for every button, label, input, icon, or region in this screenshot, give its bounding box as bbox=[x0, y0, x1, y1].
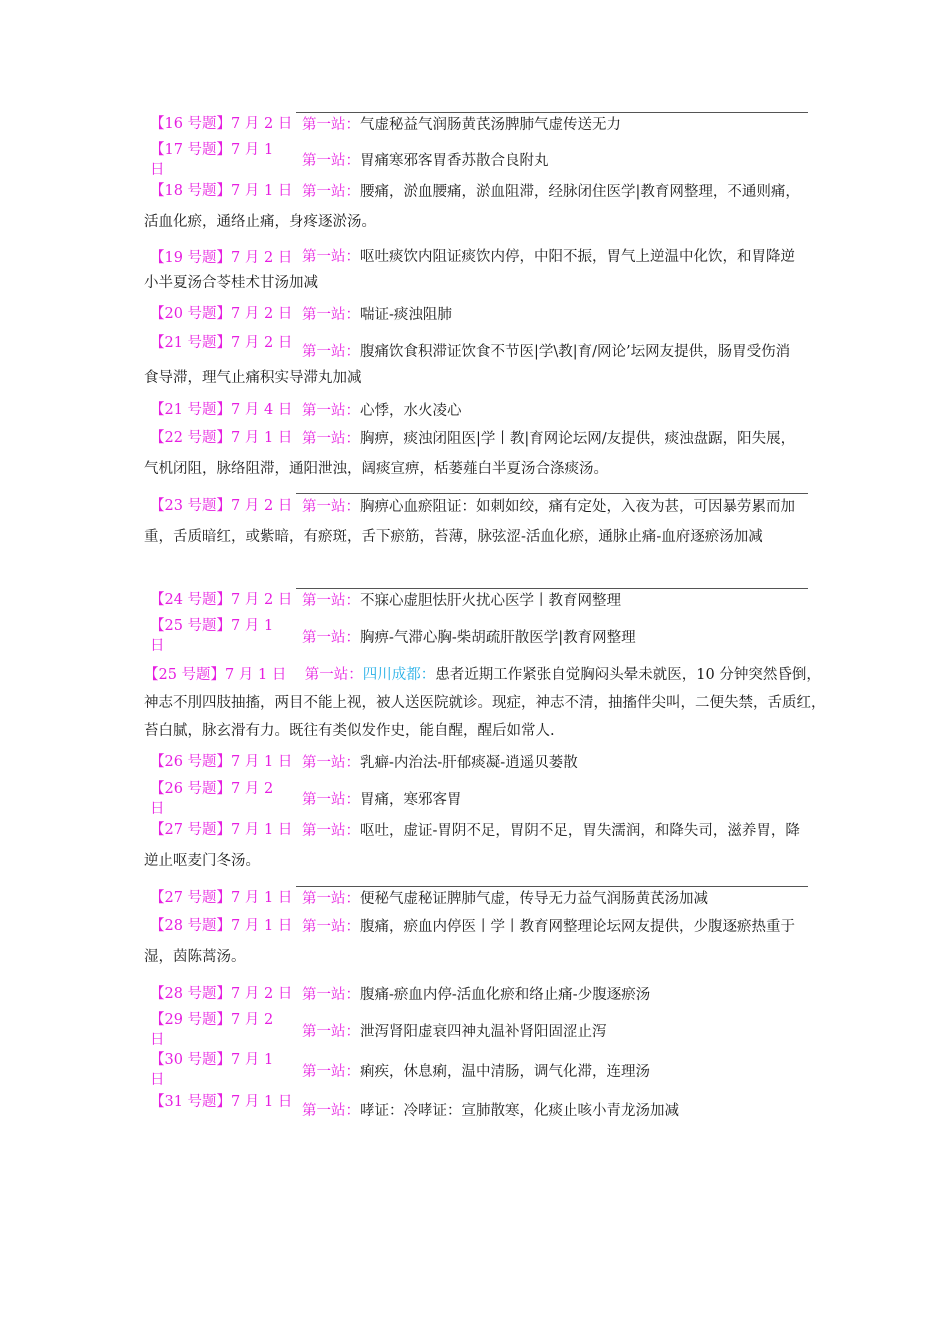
entry-label: 【29 号题】7 月 2 日 bbox=[150, 1012, 274, 1048]
entry-label: 【26 号题】7 月 2 日 bbox=[150, 781, 274, 817]
entry-text: 喘证-痰浊阻肺 bbox=[360, 307, 452, 323]
entry-text: 腰痛，淤血腰痛，淤血阻滞，经脉闭住医学|教育网整理，不通则痛，活血化瘀，通络止痛，身疼逐淤汤。 bbox=[144, 184, 800, 230]
station-label: 第一站： bbox=[302, 431, 360, 447]
entry-text: 便秘气虚秘证脾肺气虚，传导无力益气润肠黄芪汤加减 bbox=[360, 891, 708, 907]
entry-text: 腹痛饮食积滞证饮食不节医|学\教|育/网论’坛网友提供，肠胃受伤消食导滞，理气止痛积实导滞丸加减 bbox=[144, 344, 791, 386]
entry bbox=[144, 329, 804, 391]
entry bbox=[144, 492, 804, 552]
entry-text: 泄泻肾阳虚衰四神丸温补肾阳固涩止泻 bbox=[360, 1024, 607, 1040]
station-label: 第一站： bbox=[302, 117, 360, 133]
entry-text: 胸痹，痰浊闭阻医|学丨教|育网论坛网/友提供，痰浊盘踞，阳失展，气机闭阻，脉络阻滞，通阳泄浊，阔痰宣痹，栝蒌薤白半夏汤合涤痰汤。 bbox=[144, 431, 796, 477]
entry bbox=[144, 424, 804, 484]
entry bbox=[144, 748, 804, 778]
station-label: 第一站： bbox=[302, 153, 360, 169]
entry-label: 【17 号题】7 月 1 日 bbox=[150, 142, 274, 178]
station-label: 第一站： bbox=[302, 891, 360, 907]
entry bbox=[144, 140, 804, 176]
station-label: 第一站： bbox=[302, 344, 360, 360]
entry bbox=[144, 1088, 804, 1126]
entry-text: 腹痛-瘀血内停-活血化瘀和络止痛-少腹逐瘀汤 bbox=[360, 987, 651, 1003]
station-label: 第一站： bbox=[302, 755, 360, 771]
station-label: 第一站： bbox=[302, 987, 360, 1003]
entry-text: 腹痛，瘀血内停医丨学丨教育网整理论坛网友提供，少腹逐瘀热重于湿，茵陈蒿汤。 bbox=[144, 919, 795, 965]
entry-text: 痢疾，休息痢，温中清肠，调气化滞，连理汤 bbox=[360, 1064, 650, 1080]
entry-label: 【16 号题】7 月 2 日 bbox=[150, 116, 292, 132]
entry-label: 【21 号题】7 月 2 日 bbox=[150, 335, 292, 351]
entry-label: 【31 号题】7 月 1 日 bbox=[150, 1094, 292, 1110]
entry bbox=[144, 616, 804, 653]
station-label: 第一站： bbox=[302, 307, 360, 323]
station-label: 第一站： bbox=[302, 919, 360, 935]
entry bbox=[144, 980, 804, 1010]
entry-label: 【24 号题】7 月 2 日 bbox=[150, 592, 292, 608]
entry bbox=[144, 396, 804, 426]
entry-label: 【18 号题】7 月 1 日 bbox=[150, 183, 292, 199]
station-label: 第一站： bbox=[302, 1024, 360, 1040]
entry-label: 【28 号题】7 月 2 日 bbox=[150, 986, 292, 1002]
entry-text: 呕吐痰饮内阻证痰饮内停，中阳不振，胃气上逆温中化饮，和胃降逆小半夏汤合苓桂术甘汤加减 bbox=[144, 249, 795, 291]
station-label: 第一站： bbox=[302, 249, 360, 265]
entry-label: 【22 号题】7 月 1 日 bbox=[150, 430, 292, 446]
entry bbox=[144, 244, 804, 296]
entry-text: 胸痹-气滞心胸-柴胡疏肝散医学|教育网整理 bbox=[360, 630, 636, 646]
entry-text: 乳癖-内治法-肝郁痰凝-逍遥贝蒌散 bbox=[360, 755, 578, 771]
entry-text: 不寐心虚胆怯肝火扰心医学丨教育网整理 bbox=[360, 593, 621, 609]
station-label: 第一站： bbox=[302, 792, 360, 808]
entry-text: 胸痹心血瘀阻证：如刺如绞，痛有定处，入夜为甚，可因暴劳累而加重，舌质暗红，或紫暗，有瘀斑，舌下瘀筋，苔薄，脉弦涩-活血化瘀，通脉止痛-血府逐瘀汤加减 bbox=[144, 499, 795, 545]
case-location: 四川成都： bbox=[362, 667, 436, 683]
case-station: 第一站： bbox=[304, 667, 363, 683]
station-label: 第一站： bbox=[302, 499, 360, 515]
station-label: 第一站： bbox=[302, 593, 360, 609]
case-paragraph bbox=[144, 661, 834, 745]
entry-label: 【20 号题】7 月 2 日 bbox=[150, 306, 292, 322]
entry-label: 【27 号题】7 月 1 日 bbox=[150, 822, 292, 838]
entry bbox=[144, 1050, 804, 1087]
station-label: 第一站： bbox=[302, 823, 360, 839]
station-label: 第一站： bbox=[302, 630, 360, 646]
entry-text: 哮证：冷哮证：宣肺散寒，化痰止咳小青龙汤加减 bbox=[360, 1103, 679, 1119]
entry-text: 心悸，水火凌心 bbox=[360, 403, 462, 419]
station-label: 第一站： bbox=[302, 1064, 360, 1080]
case-text: 患者近期工作紧张自觉胸闷头晕未就医，10 分钟突然昏倒，神志不刖四肢抽搐，两目不能上视，被人送医院就诊。现症，神志不清，抽搐伴尖叫，二便失禁，舌质红，苔白腻，脉玄滑有力。既往有类似发作史，能自醒，醒后如常人. bbox=[144, 667, 826, 739]
entry-label: 【27 号题】7 月 1 日 bbox=[150, 890, 292, 906]
entry bbox=[144, 816, 804, 876]
entry-label: 【30 号题】7 月 1 日 bbox=[150, 1052, 274, 1088]
entry bbox=[144, 110, 804, 140]
entry-label: 【23 号题】7 月 2 日 bbox=[150, 498, 292, 514]
station-label: 第一站： bbox=[302, 1103, 360, 1119]
entry-text: 胃痛，寒邪客胃 bbox=[360, 792, 462, 808]
entry-label: 【25 号题】7 月 1 日 bbox=[150, 618, 274, 654]
station-label: 第一站： bbox=[302, 403, 360, 419]
entry-text: 气虚秘益气润肠黄芪汤脾肺气虚传送无力 bbox=[360, 117, 621, 133]
entry bbox=[144, 779, 804, 815]
entry bbox=[144, 177, 804, 237]
station-label: 第一站： bbox=[302, 184, 360, 200]
entry bbox=[144, 912, 804, 972]
entry-text: 呕吐，虚证-胃阴不足，胃阴不足，胃失濡润，和降失司，滋养胃，降逆止呕麦门冬汤。 bbox=[144, 823, 800, 869]
entry-label: 【19 号题】7 月 2 日 bbox=[150, 250, 292, 266]
entry bbox=[144, 1010, 804, 1047]
entry bbox=[144, 586, 804, 616]
entry-label: 【26 号题】7 月 1 日 bbox=[150, 754, 292, 770]
entry-label: 【21 号题】7 月 4 日 bbox=[150, 402, 292, 418]
case-label: 【25 号题】7 月 1 日 bbox=[144, 667, 287, 683]
case-content bbox=[144, 661, 834, 745]
entry bbox=[144, 884, 804, 914]
entry-label: 【28 号题】7 月 1 日 bbox=[150, 918, 292, 934]
entry bbox=[144, 300, 804, 330]
entry-text: 胃痛寒邪客胃香苏散合良附丸 bbox=[360, 153, 549, 169]
